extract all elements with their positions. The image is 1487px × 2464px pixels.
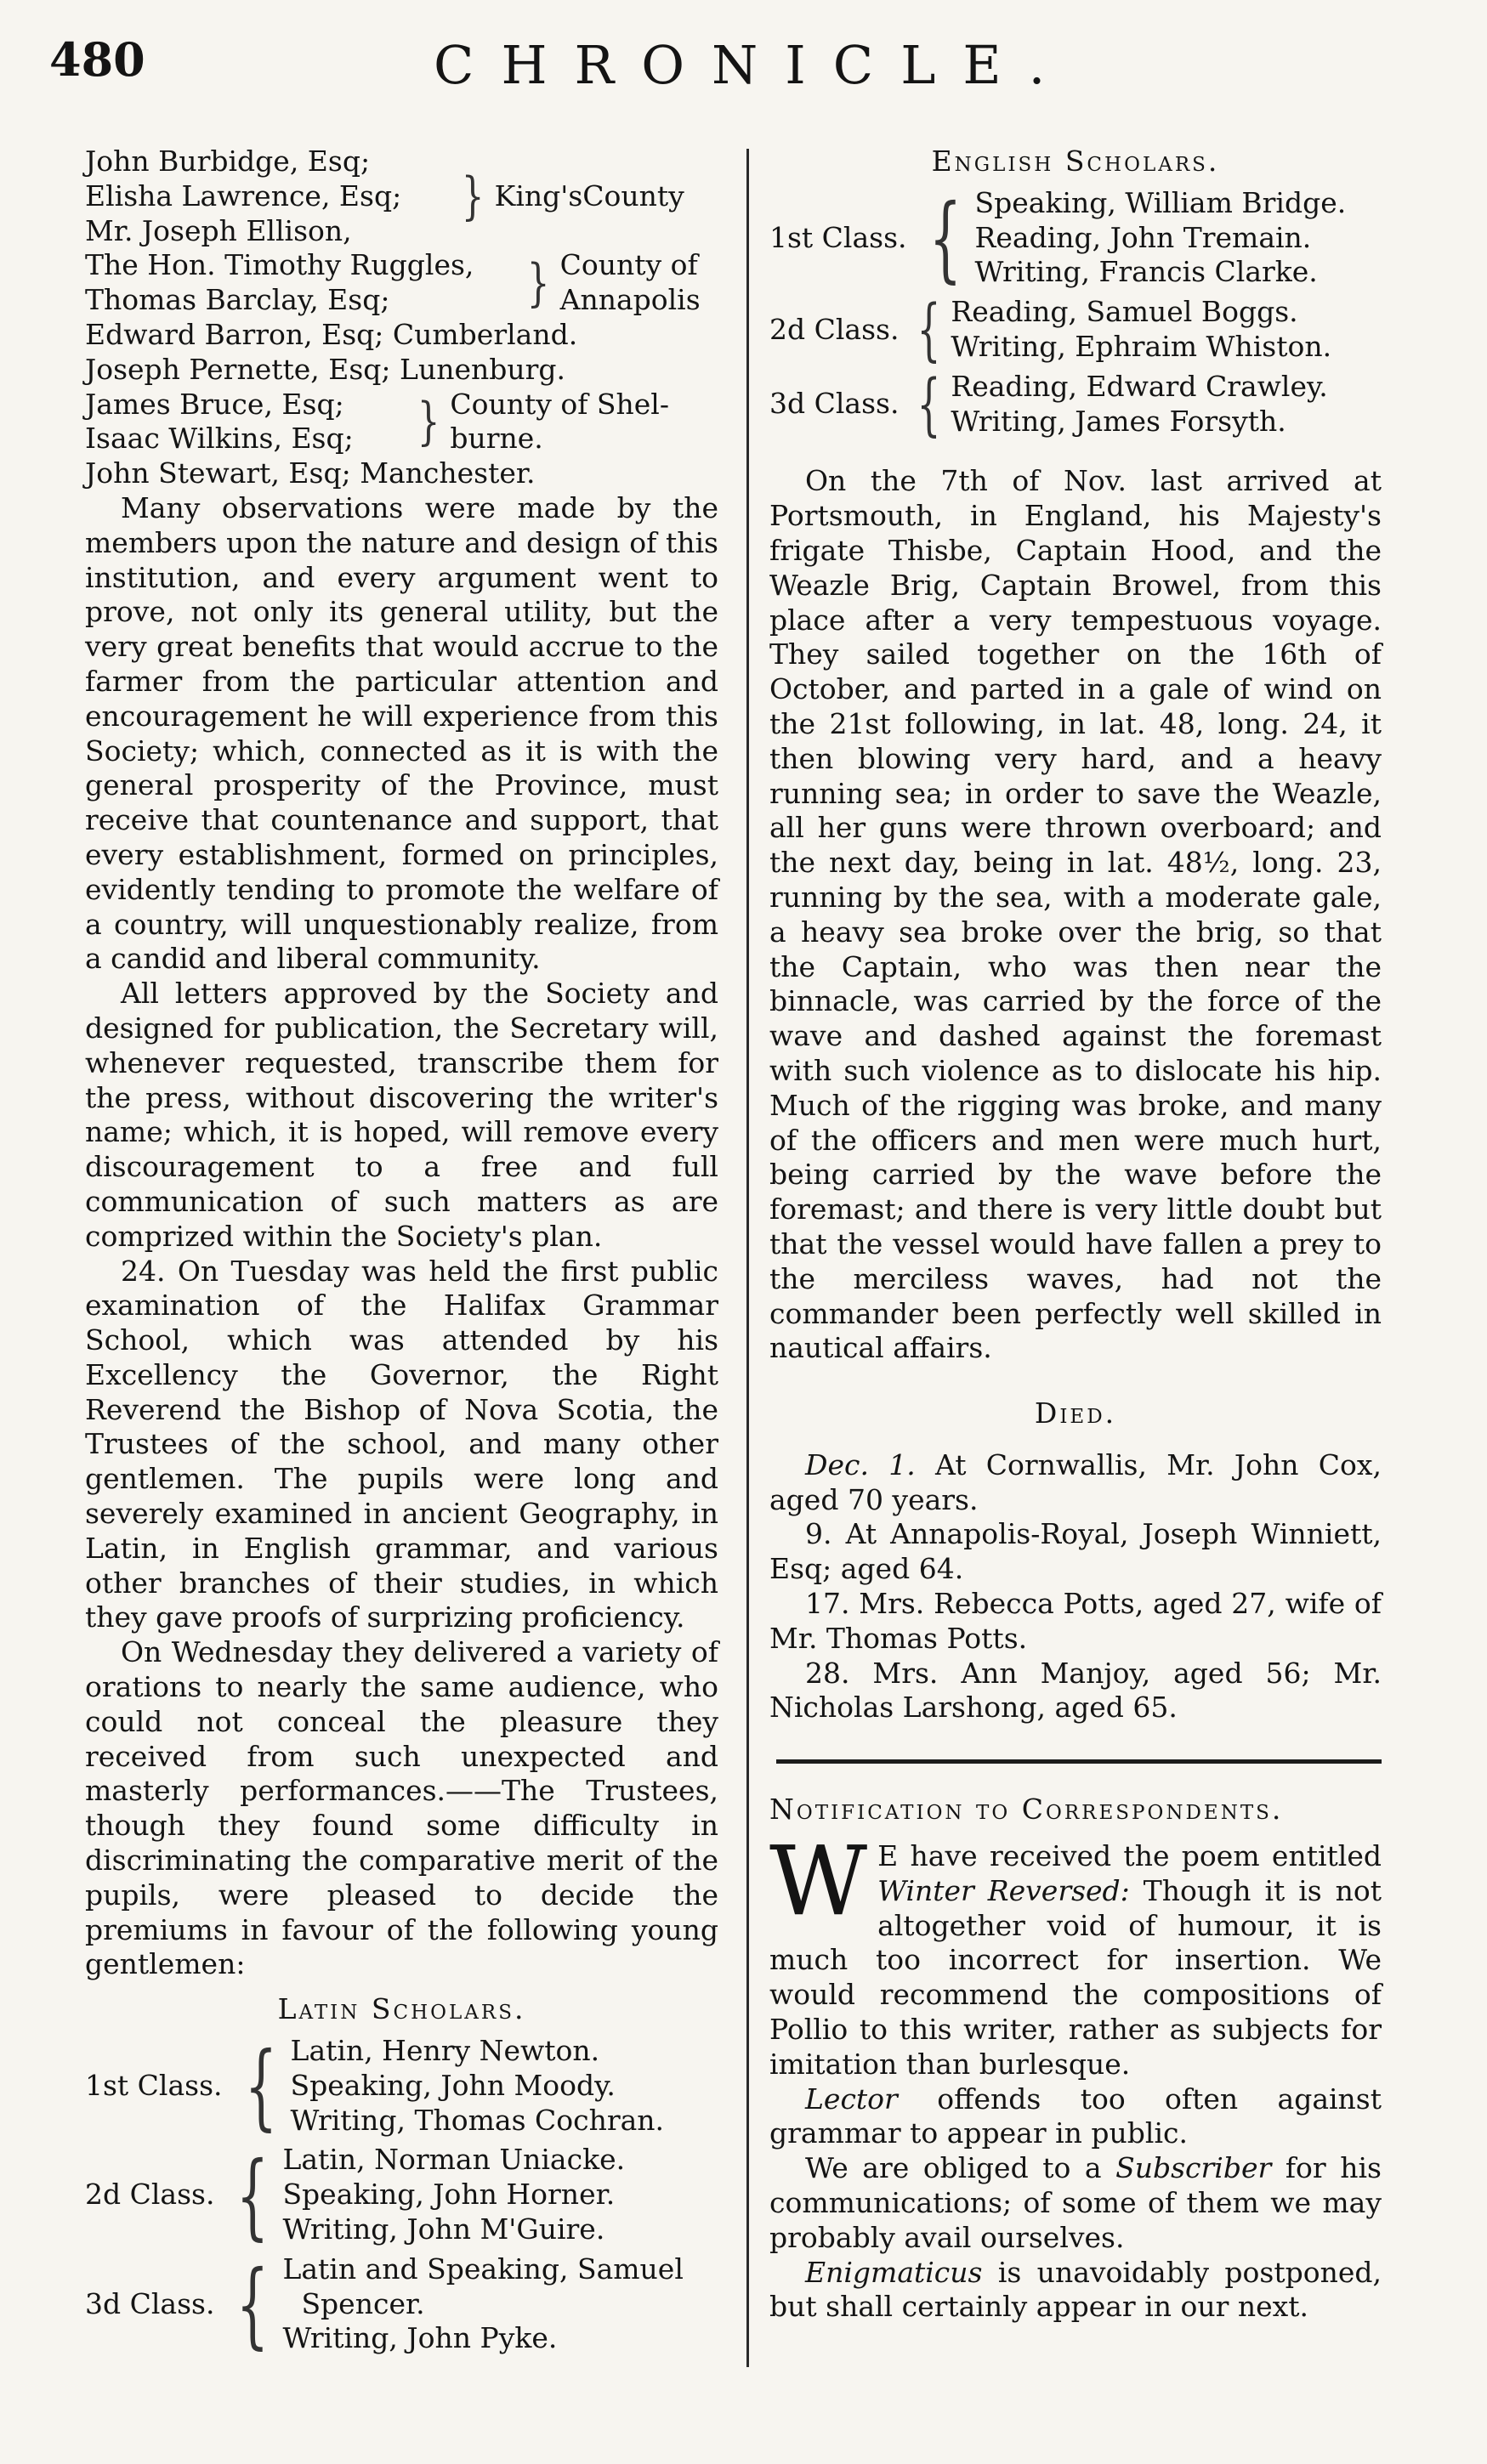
correspondent-name: Lector — [805, 2082, 898, 2116]
death-notice — [769, 1517, 1382, 1587]
prize-entry: Reading, John Tremain. — [974, 220, 1312, 254]
brace-icon: { — [928, 183, 962, 292]
county-name: County of Shel- — [450, 387, 670, 421]
class-label: 3d Class. — [769, 387, 900, 421]
county-name: Cumberland. — [392, 317, 578, 351]
death-text: Mrs. Rebecca Potts, aged 27, wife of Mr. Thomas Potts. — [769, 1587, 1382, 1655]
running-head: CHRONICLE. — [434, 34, 1073, 96]
english-class-2 — [769, 289, 1332, 369]
correspondent-name: Subscriber — [1115, 2151, 1272, 2185]
death-date: Dec. 1. — [805, 1447, 916, 1481]
article-paragraph: 24. On Tuesday was held the first public examination of the Halifax Grammar School, which was attended by his Excellency the Governor, the Right Reverend the Bishop of Nova Scotia, the Trustees of the school, and many other gentlemen. The pupils were long and severely examined in ancient Geography, in Latin, in English grammar, and various other branches of their studies, in which they gave proofs of surprizing proficiency. — [85, 1254, 718, 1634]
shelburne-group — [85, 388, 718, 457]
member-name: Elisha Lawrence, Esq; — [85, 178, 402, 212]
member-name: The Hon. Timothy Ruggles, — [85, 248, 474, 282]
notice-text: We are obliged to a — [805, 2151, 1102, 2185]
death-text: At Annapolis-Royal, Joseph Winniett, Esq; aged 64. — [769, 1517, 1382, 1586]
article-paragraph: All letters approved by the Society and designed for publication, the Secretary will, whenever requested, transcribe them for the press, without discovering the writer's name; which, it is hoped, will remove every discouragement to a free and full communication of such matters as are comprized within the Society's plan. — [85, 977, 718, 1253]
section-divider — [776, 1759, 1382, 1764]
brace-icon: { — [244, 2031, 277, 2141]
member-row — [85, 318, 718, 353]
notice-paragraph — [769, 2256, 1382, 2325]
class-entries — [282, 2143, 625, 2246]
column-rule — [746, 149, 749, 2367]
county-name: County of — [559, 248, 698, 282]
prize-entry: Writing, John Pyke. — [282, 2321, 558, 2355]
class-entries — [975, 186, 1347, 290]
notice-paragraph — [769, 2082, 1382, 2152]
prize-entry: Writing, Francis Clarke. — [974, 255, 1318, 289]
member-name: Mr. Joseph Ellison, — [85, 213, 352, 247]
brace-icon: { — [236, 2140, 270, 2250]
member-name: Edward Barron, Esq; — [85, 317, 384, 351]
class-entries — [291, 2034, 665, 2138]
death-date: 28. — [805, 1656, 850, 1690]
kings-county-group — [85, 144, 718, 248]
article-paragraph: On Wednesday they delivered a variety of orations to nearly the same audience, who could not conceal the pleasure they received from such unexpected and masterly performances.——The Trustees, though they found some difficulty in discriminating the comparative merit of the pupils, were pleased to decide the premiums in favour of the following young gentlemen: — [85, 1635, 718, 1981]
notice-text: Though it is not altogether void of humour, it is much too incorrect for insertion. We would recommend the compositions of Pollio to this writer, rather as subjects for imitation than burlesque. — [769, 1873, 1382, 2081]
county-name: Annapolis — [559, 283, 701, 317]
class-label: 1st Class. — [769, 220, 907, 254]
county-name: King'sCounty — [494, 178, 684, 212]
notice-text: E have received the poem entitled — [877, 1839, 1382, 1873]
deaths-list — [769, 1448, 1382, 1725]
county-name: Manchester. — [360, 456, 536, 490]
prize-entry: Speaking, John Horner. — [282, 2178, 616, 2212]
county-name: burne. — [450, 422, 543, 456]
prize-entry: Speaking, John Moody. — [290, 2068, 616, 2102]
left-column — [85, 144, 718, 2361]
brace-icon: { — [917, 289, 941, 369]
death-text: At Cornwallis, Mr. John Cox, aged 70 years. — [769, 1447, 1382, 1516]
article-paragraph: Many observations were made by the members upon the nature and design of this institution, and every argument went to prove, not only its general utility, but the very great benefits that would accrue to the farmer from the particular attention and encouragement he will experience from this Society; which, connected as it is with the general prosperity of the Province, must receive that countenance and support, that every establishment, formed on principles, evidently tending to promote the welfare of a country, will unquestionably realize, from a candid and liberal community. — [85, 490, 718, 976]
prize-entry: Latin, Norman Uniacke. — [282, 2143, 626, 2177]
latin-class-3 — [85, 2250, 684, 2359]
notice-text: for his communications; of some of them we may probably avail ourselves. — [769, 2151, 1382, 2254]
notification-heading: Notification to Correspondents. — [769, 1793, 1284, 1827]
english-class-3 — [769, 364, 1328, 444]
class-label: 3d Class. — [85, 2286, 215, 2320]
page-number: 480 — [49, 32, 145, 87]
class-entries — [282, 2252, 683, 2356]
death-notice — [769, 1587, 1382, 1657]
poem-title: Winter Reversed: — [877, 1873, 1130, 1907]
county-name: Lunenburg. — [400, 352, 566, 386]
prize-entry: Reading, Samuel Boggs. — [951, 295, 1298, 329]
class-entries — [951, 295, 1331, 365]
right-column — [769, 144, 1382, 2325]
prize-entry: Writing, James Forsyth. — [951, 404, 1286, 438]
latin-scholars-heading: Latin Scholars. — [277, 1992, 526, 2026]
brace-icon: { — [917, 364, 941, 444]
brace-icon: } — [417, 391, 440, 451]
death-date: 17. — [805, 1587, 850, 1621]
latin-class-1 — [85, 2031, 665, 2141]
english-scholars-heading: English Scholars. — [931, 144, 1220, 178]
member-name: Thomas Barclay, Esq; — [85, 283, 390, 317]
notice-paragraph — [769, 2151, 1382, 2255]
prize-entry: Writing, Thomas Cochran. — [290, 2103, 665, 2137]
death-notice — [769, 1657, 1382, 1726]
death-date: 9. — [805, 1517, 832, 1551]
member-name: Isaac Wilkins, Esq; — [85, 422, 354, 456]
brace-icon: } — [462, 166, 485, 226]
member-name: Joseph Pernette, Esq; — [85, 352, 391, 386]
prize-entry: Speaking, William Bridge. — [974, 185, 1347, 219]
member-row — [85, 353, 718, 388]
prize-entry: Spencer. — [301, 2286, 425, 2320]
prize-entry: Writing, Ephraim Whiston. — [951, 329, 1332, 363]
notice-text: offends too often against grammar to appear in public. — [769, 2082, 1382, 2150]
member-name: John Stewart, Esq; — [85, 456, 351, 490]
annapolis-group — [85, 248, 718, 318]
prize-entry: Latin and Speaking, Samuel — [282, 2252, 684, 2286]
brace-icon: { — [236, 2250, 270, 2359]
prize-entry: Reading, Edward Crawley. — [951, 369, 1328, 403]
english-class-1 — [769, 183, 1347, 292]
class-label: 2d Class. — [85, 2178, 215, 2212]
class-label: 2d Class. — [769, 312, 900, 346]
member-row — [85, 456, 718, 491]
class-entries — [951, 370, 1327, 439]
brace-icon: } — [527, 252, 550, 313]
died-heading: Died. — [1034, 1396, 1117, 1430]
member-name: John Burbidge, Esq; — [85, 144, 371, 178]
member-name: James Bruce, Esq; — [85, 387, 344, 421]
class-label: 1st Class. — [85, 2068, 223, 2102]
prize-entry: Latin, Henry Newton. — [290, 2034, 600, 2068]
latin-class-2 — [85, 2140, 626, 2250]
death-text: Mrs. Ann Manjoy, aged 56; Mr. Nicholas Larshong, aged 65. — [769, 1656, 1382, 1725]
notice-text: is unavoidably postponed, but shall certainly appear in our next. — [769, 2255, 1382, 2324]
news-paragraph: On the 7th of Nov. last arrived at Portsmouth, in England, his Majesty's frigate Thisbe, Captain Hood, and the Weazle Brig, Captain Browel, from this place after a very tempestuous voyage. They sailed together on the 16th of October, and parted in a gale of wind on the 21st following, in lat. 48, long. 24, it then blowing very hard, and a heavy running sea; in order to save the Weazle, all her guns were thrown overboard; and the next day, being in lat. 48½, long. 23, running by the sea, with a moderate gale, a heavy sea broke over the brig, so that the Captain, who was then near the binnacle, was carried by the force of the wave and dashed against the foremast with such violence as to dislocate his hip. Much of the rigging was broke, and many of the officers and men were much hurt, being carried by the wave before the foremast; and there is very little doubt but that the vessel would have fallen a prey to the merciless waves, had not the commander been perfectly well skilled in nautical affairs. — [769, 464, 1382, 1365]
drop-cap: W — [769, 1827, 868, 1938]
correspondent-name: Enigmaticus — [805, 2255, 983, 2289]
notice-paragraph — [769, 1827, 1382, 2082]
prize-entry: Writing, John M'Guire. — [282, 2212, 605, 2246]
death-notice — [769, 1448, 1382, 1518]
